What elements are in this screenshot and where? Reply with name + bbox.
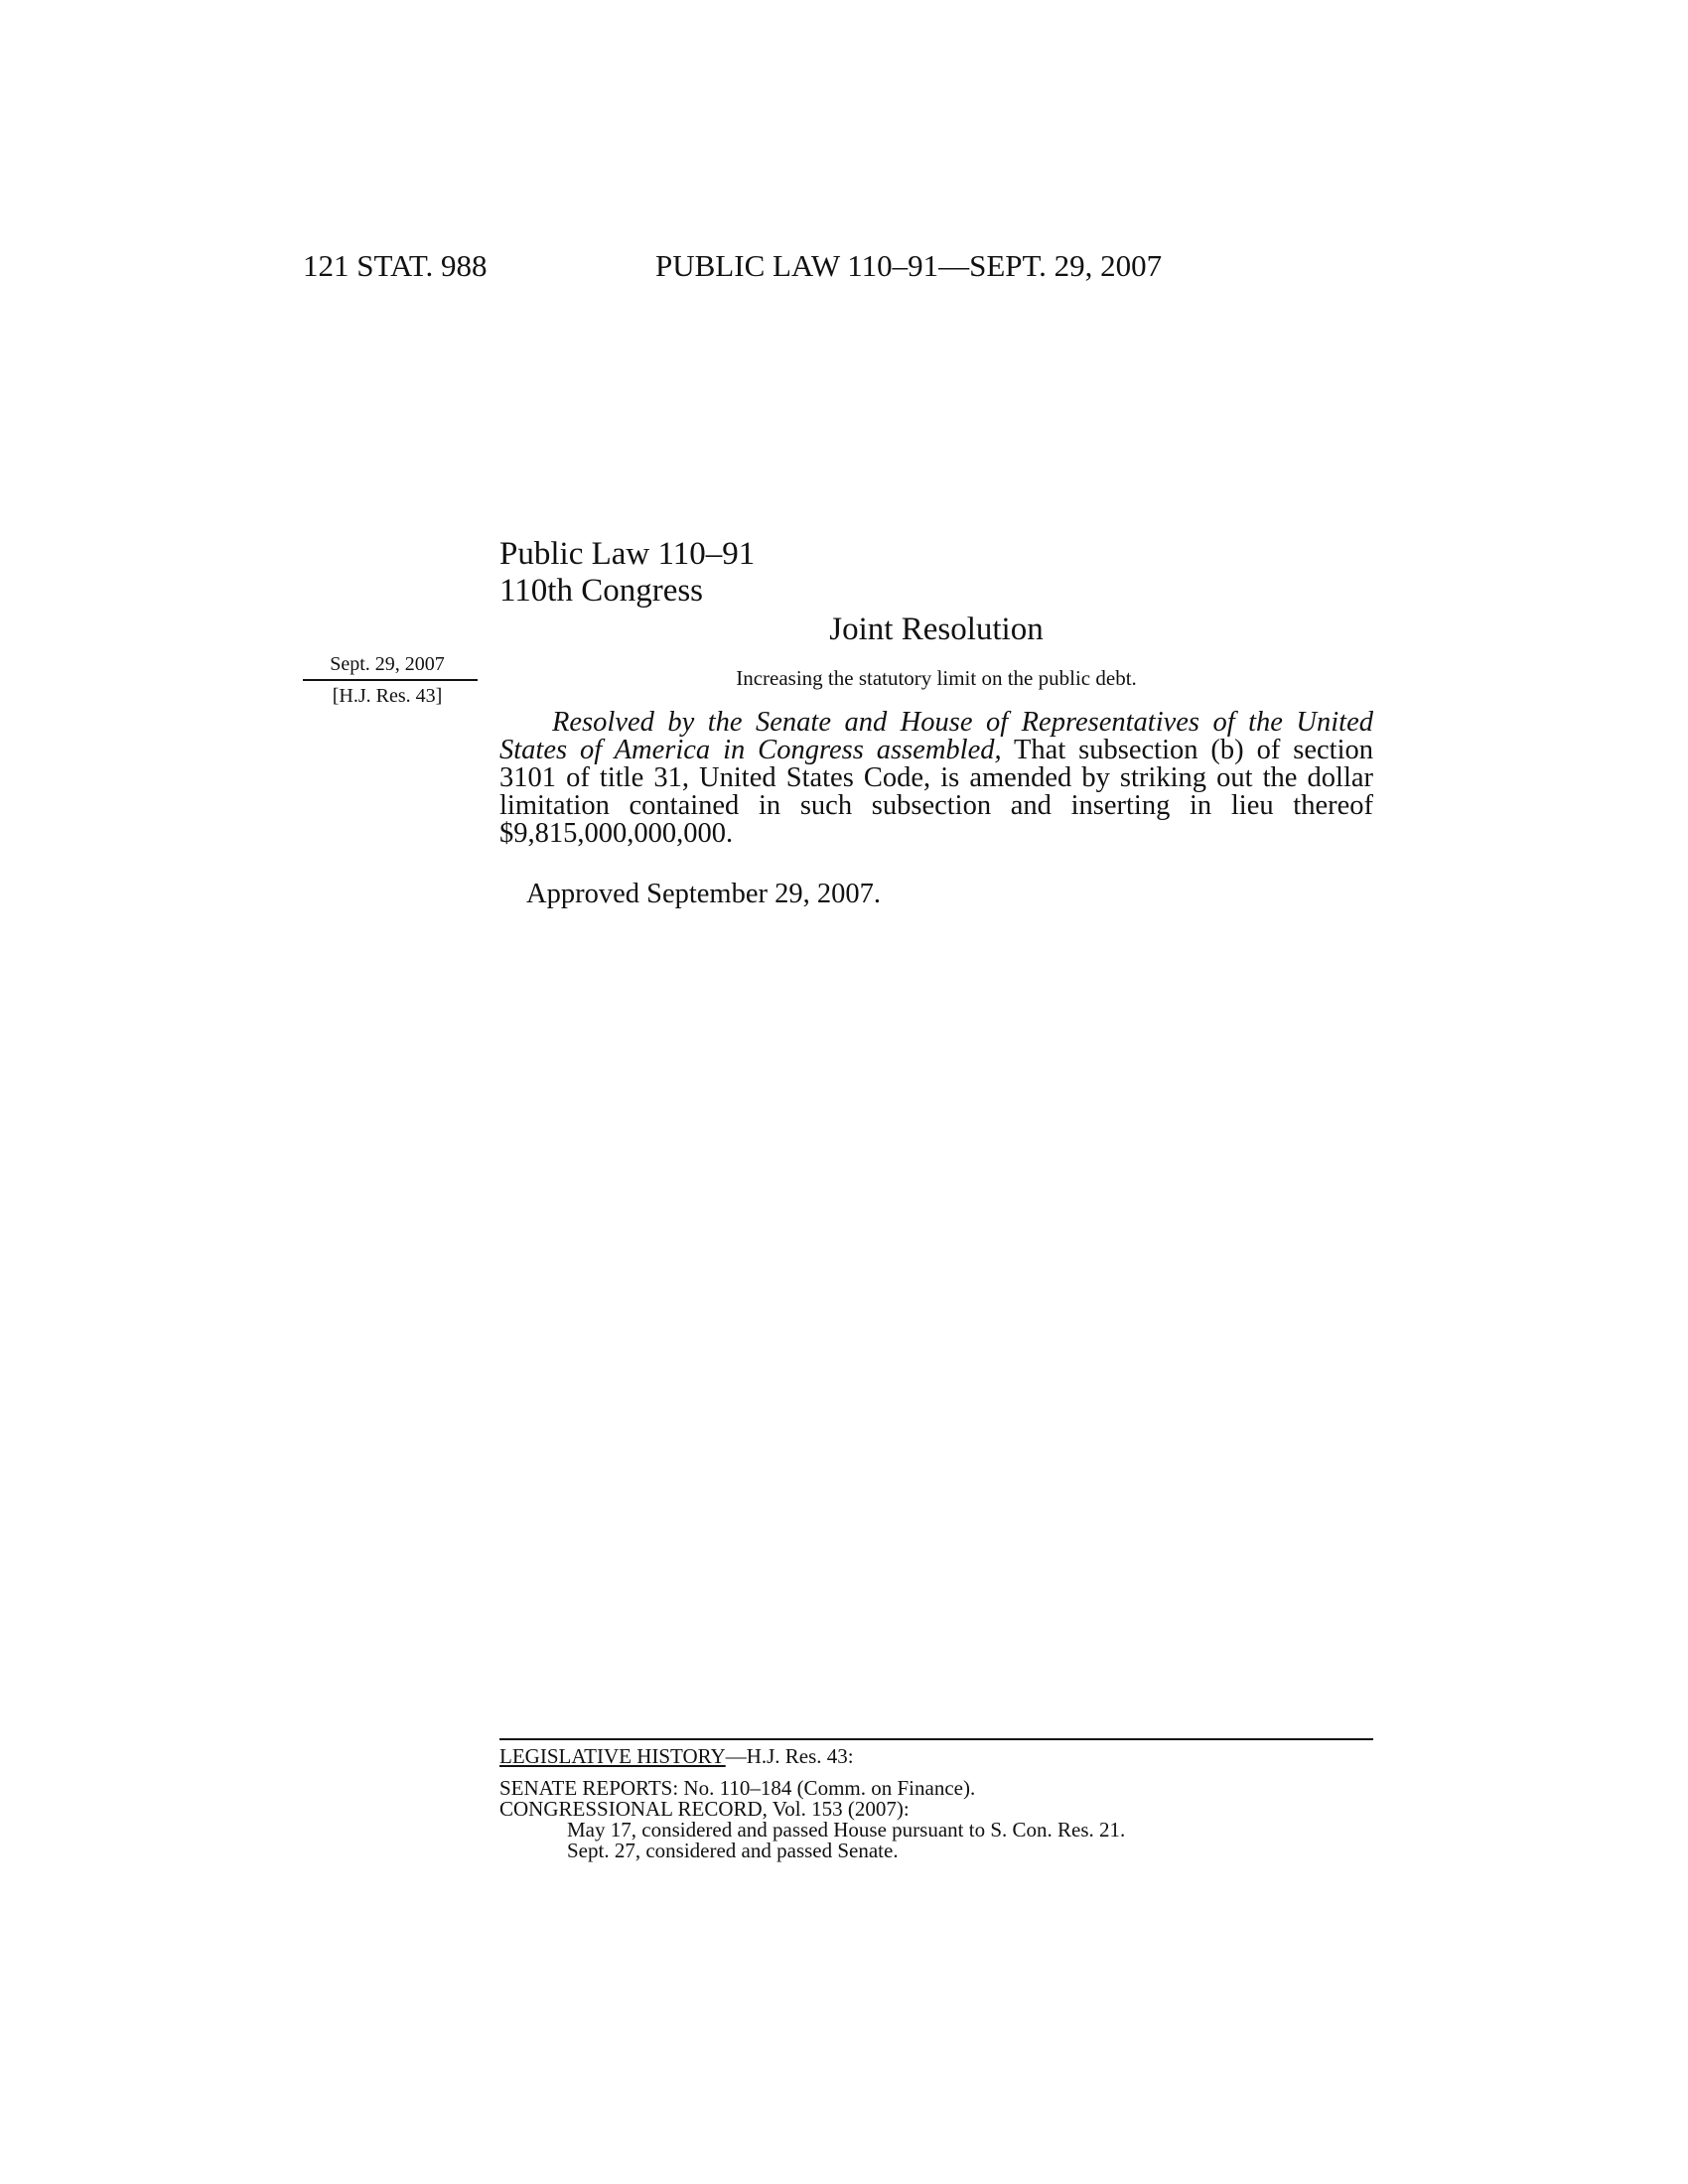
legislative-history [499,1738,1373,1861]
margin-note [303,651,472,709]
history-entry: May 17, considered and passed House pursuant to S. Con. Res. 21. [567,1818,1126,1842]
legislative-history-label: LEGISLATIVE HISTORY [499,1744,726,1768]
margin-note-reference: [H.J. Res. 43] [332,685,443,707]
congressional-record: CONGRESSIONAL RECORD, Vol. 153 (2007): [499,1797,910,1821]
resolution-text: That subsection (b) of section 3101 of title 31, United States Code, is amended by striking out the dollar limitation contained in such subsection and inserting in lieu thereof $9,815,000,000,000. [499,735,1373,849]
history-entry: Sept. 27, considered and passed Senate. [567,1839,899,1862]
legislative-history-heading [499,1746,1373,1767]
senate-reports: SENATE REPORTS: No. 110–184 (Comm. on Finance). [499,1776,976,1800]
approval-date: Approved September 29, 2007. [526,879,881,909]
public-law-number: Public Law 110–91 [499,536,756,572]
law-title-block [499,536,755,610]
legislative-history-resolution: —H.J. Res. 43: [725,1744,854,1768]
margin-note-date: Sept. 29, 2007 [330,653,445,675]
enacting-clause: Resolved by the Senate and House of Representatives of the United States of America in Congress assembled, [499,707,1373,765]
congress-number: 110th Congress [499,573,704,609]
running-title: PUBLIC LAW 110–91—SEPT. 29, 2007 [655,248,1163,283]
resolution-body [499,709,1373,848]
document-type: Joint Resolution [829,612,1044,647]
stat-citation: 121 STAT. 988 [303,248,488,283]
resolution-subtitle: Increasing the statutory limit on the public debt. [736,666,1137,690]
